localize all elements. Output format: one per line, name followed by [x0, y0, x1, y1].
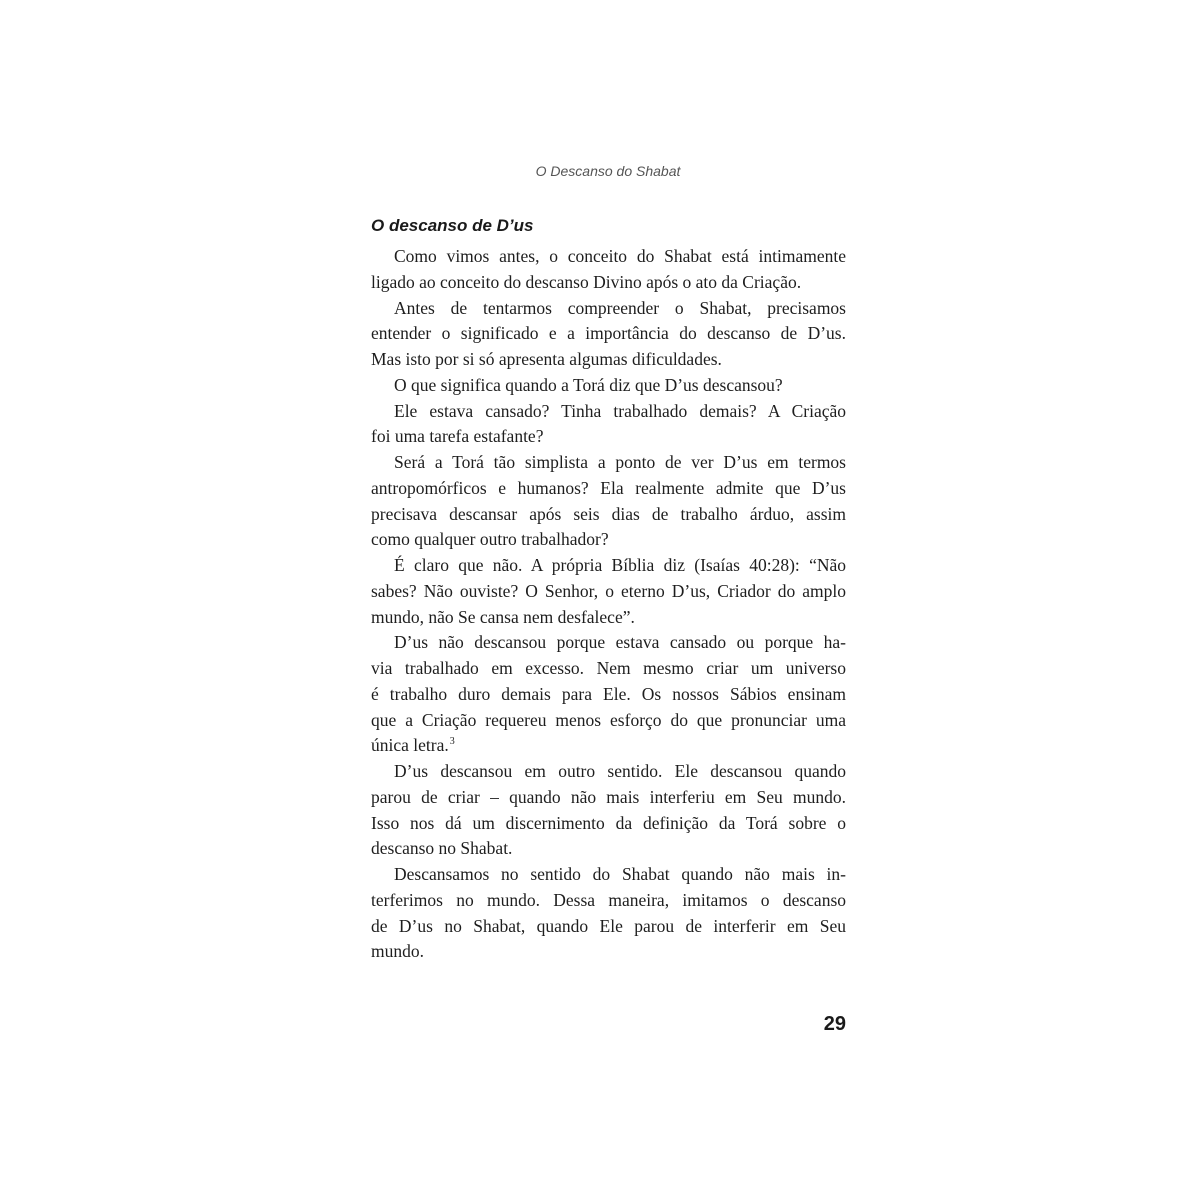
text-line — [394, 553, 846, 579]
paragraph — [371, 450, 846, 553]
line-text: Será a Torá tão simplista a ponto de ver D’us em termos — [394, 452, 846, 472]
running-header: O Descanso do Shabat — [535, 163, 681, 179]
text-line — [394, 373, 846, 399]
line-text: Descansamos no sentido do Shabat quando não mais in- — [394, 864, 846, 884]
line-text: Ele estava cansado? Tinha trabalhado demais? A Criação — [394, 400, 846, 421]
text-line — [394, 296, 846, 322]
line-text: parou de criar – quando não mais interferiu em Seu mundo. — [371, 786, 846, 807]
paragraph — [371, 244, 846, 296]
text-line — [371, 424, 846, 450]
paragraph — [371, 630, 846, 759]
line-text: de D’us no Shabat, quando Ele parou de interferir em Seu — [371, 915, 846, 936]
paragraph — [371, 296, 846, 373]
line-text: Como vimos antes, o conceito do Shabat está intimamente — [394, 246, 846, 266]
paragraph — [371, 553, 846, 630]
text-line — [394, 862, 846, 888]
text-line — [371, 939, 846, 965]
line-text: D’us descansou em outro sentido. Ele descansou quando — [394, 761, 846, 781]
line-text: antropomórficos e humanos? Ela realmente admite que D’us — [371, 477, 846, 498]
text-line — [371, 888, 846, 914]
text-line — [394, 244, 846, 270]
line-text: Mas isto por si só apresenta algumas dificuldades. — [371, 349, 722, 369]
paragraph — [371, 373, 846, 399]
line-text: mundo. — [371, 941, 424, 962]
text-line — [371, 811, 846, 837]
body-text — [371, 244, 846, 974]
text-line — [371, 347, 846, 373]
line-text: ligado ao conceito do descanso Divino após o ato da Criação. — [371, 271, 802, 292]
page-number: 29 — [823, 1013, 846, 1035]
line-text: como qualquer outro trabalhador? — [371, 529, 609, 550]
line-text: que a Criação requereu menos esforço do que pronunciar uma — [371, 709, 846, 730]
paragraph — [371, 399, 846, 451]
text-line — [371, 656, 846, 682]
line-text: única letra. — [371, 735, 449, 756]
line-text: mundo, não Se cansa nem desfalece”. — [371, 606, 635, 627]
text-line — [371, 682, 846, 708]
line-text: Isso nos dá um discernimento da definição da Torá sobre o — [371, 812, 846, 833]
line-text: Antes de tentarmos compreender o Shabat, precisamos — [394, 297, 846, 318]
paragraph — [371, 862, 846, 965]
line-text: via trabalhado em excesso. Nem mesmo criar um universo — [371, 658, 846, 678]
line-text: é trabalho duro demais para Ele. Os nossos Sábios ensinam — [371, 683, 846, 704]
text-line — [371, 321, 846, 347]
footnote-ref[interactable]: 3 — [449, 736, 455, 748]
paragraph — [371, 759, 846, 862]
text-line — [394, 399, 846, 425]
text-line — [371, 270, 846, 296]
text-line — [371, 914, 846, 940]
text-line — [371, 502, 846, 528]
text-line — [371, 836, 846, 862]
section-heading: O descanso de D’us — [371, 216, 534, 235]
text-line — [371, 527, 846, 553]
line-text: sabes? Não ouviste? O Senhor, o eterno D’us, Criador do amplo — [371, 580, 846, 601]
text-line — [371, 605, 846, 631]
line-text: descanso no Shabat. — [371, 838, 513, 859]
line-text: precisava descansar após seis dias de trabalho árduo, assim — [371, 503, 846, 524]
text-line — [371, 733, 846, 759]
line-text: terferimos no mundo. Dessa maneira, imitamos o descanso — [371, 889, 846, 910]
line-text: É claro que não. A própria Bíblia diz (Isaías 40:28): “Não — [394, 555, 846, 575]
text-line — [394, 759, 846, 785]
text-line — [371, 785, 846, 811]
text-line — [371, 708, 846, 734]
text-line — [394, 450, 846, 476]
line-text: O que significa quando a Torá diz que D’us descansou? — [394, 374, 783, 395]
line-text: D’us não descansou porque estava cansado ou porque ha- — [394, 632, 846, 653]
line-text: entender o significado e a importância do descanso de D’us. — [371, 323, 846, 344]
text-line — [371, 476, 846, 502]
line-text: foi uma tarefa estafante? — [371, 426, 544, 447]
text-line — [371, 579, 846, 605]
text-line — [394, 630, 846, 656]
